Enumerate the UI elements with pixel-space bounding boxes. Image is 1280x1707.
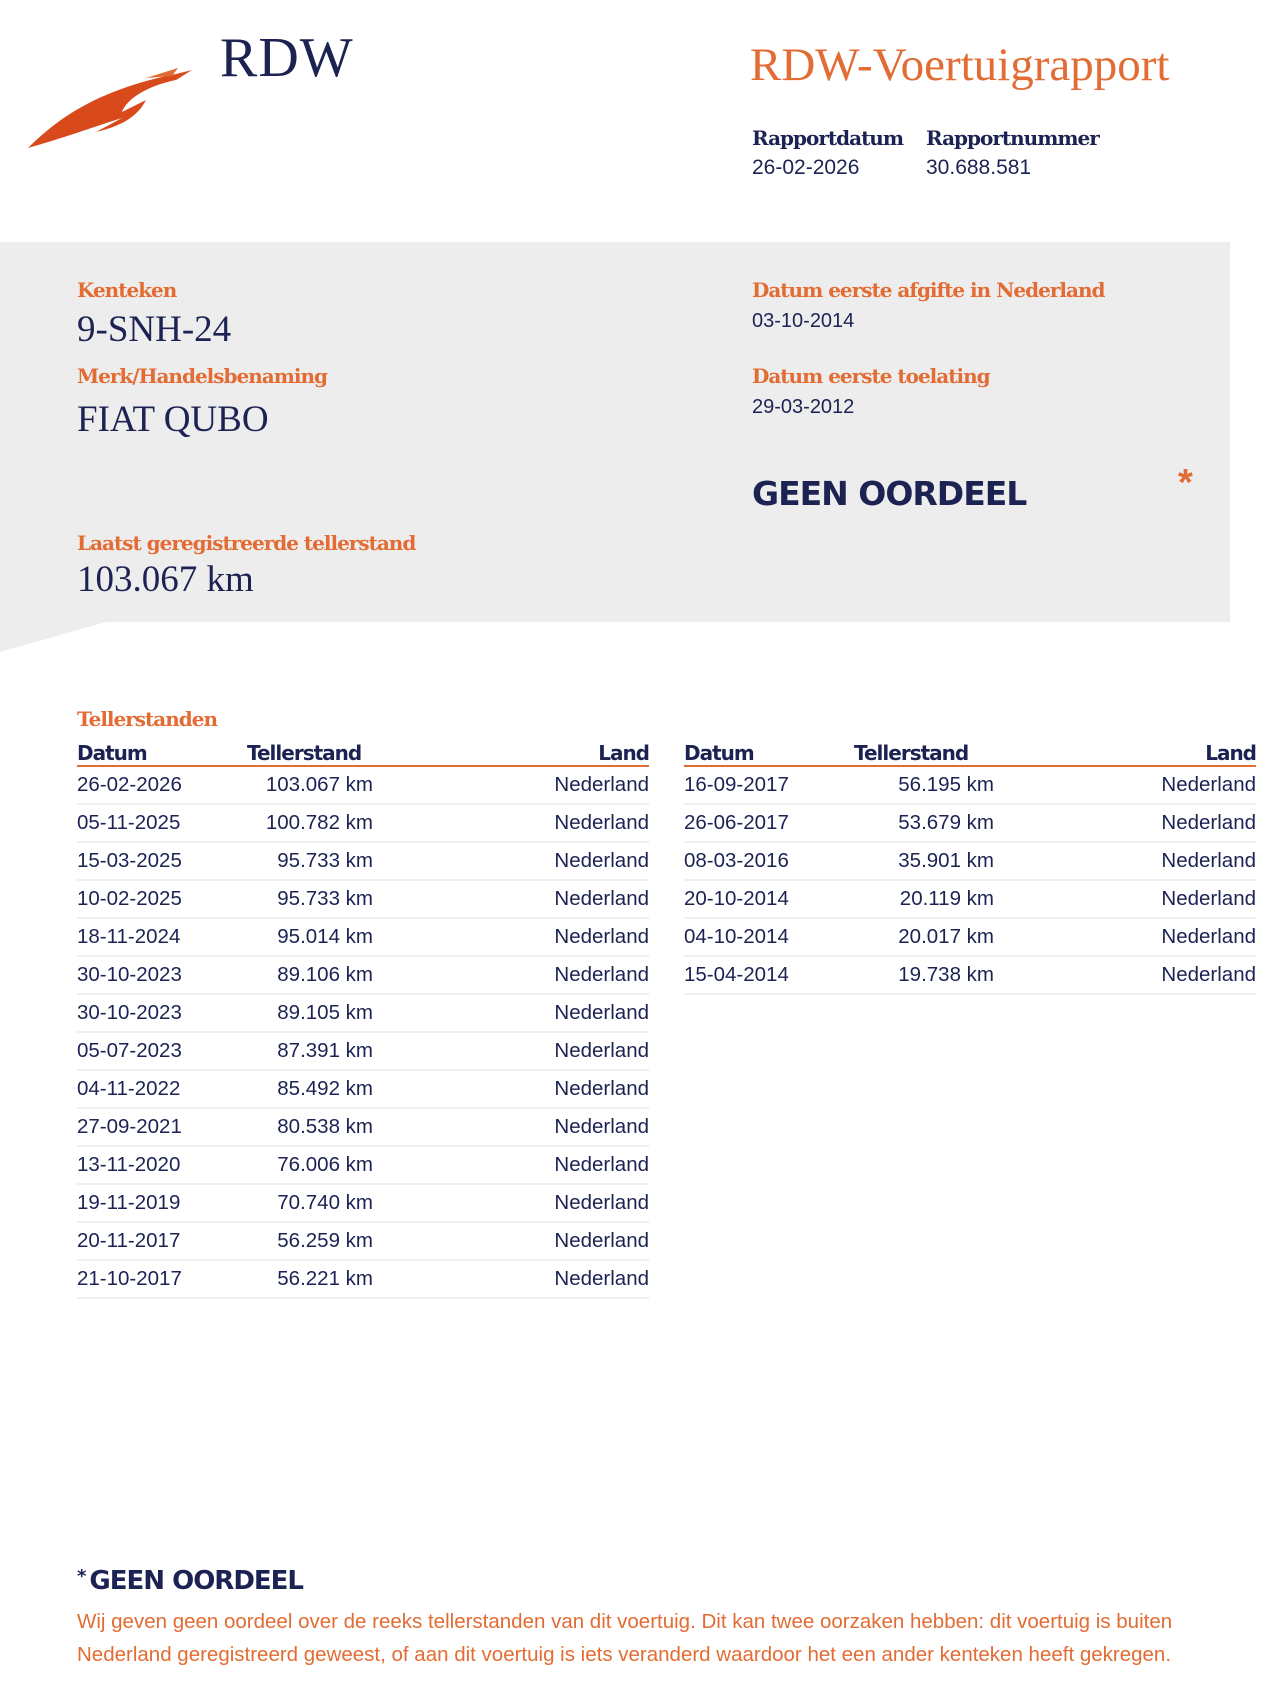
report-date-label: Rapportdatum (752, 126, 904, 150)
make-value: FIAT QUBO (77, 399, 269, 440)
odometer-value: 103.067 km (77, 559, 254, 600)
col-header-date: Datum (77, 735, 247, 766)
footnote-text: Wij geven geen oordeel over de reeks tellerstanden van dit voertuig. Dit kan twee oorzaken hebben: dit voertuig is buiten Nederland geregistreerd geweest, of aan dit voertuig is iets veranderd waardoor het een ander kenteken heeft gekregen. (77, 1610, 1173, 1666)
reading-odometer: 56.195 km (854, 766, 994, 804)
reading-odometer: 103.067 km (247, 766, 373, 804)
reading-date: 26-06-2017 (684, 804, 854, 842)
reading-date: 20-11-2017 (77, 1222, 247, 1260)
reading-country: Nederland (994, 918, 1256, 956)
reading-date: 26-02-2026 (77, 766, 247, 804)
reading-odometer: 20.017 km (854, 918, 994, 956)
table-row (77, 956, 649, 994)
reading-country: Nederland (994, 956, 1256, 994)
reading-date: 10-02-2025 (77, 880, 247, 918)
reading-date: 05-11-2025 (77, 804, 247, 842)
reading-country: Nederland (373, 956, 649, 994)
odometer-label: Laatst geregistreerde tellerstand (77, 531, 416, 555)
footnote-title-text: GEEN OORDEEL (89, 1566, 303, 1596)
first-issue-value: 03-10-2014 (752, 310, 855, 332)
table-row (77, 1146, 649, 1184)
first-admission-label: Datum eerste toelating (752, 364, 990, 388)
readings-table-right (684, 735, 1256, 995)
footnote-asterisk: * (77, 1566, 86, 1587)
plate-label: Kenteken (77, 278, 177, 302)
table-row (77, 804, 649, 842)
reading-odometer: 56.259 km (247, 1222, 373, 1260)
reading-odometer: 19.738 km (854, 956, 994, 994)
reading-date: 04-11-2022 (77, 1070, 247, 1108)
report-date: 26-02-2026 (752, 156, 860, 179)
reading-country: Nederland (994, 842, 1256, 880)
reading-country: Nederland (994, 804, 1256, 842)
table-row (77, 766, 649, 804)
table-row (77, 1184, 649, 1222)
reading-date: 20-10-2014 (684, 880, 854, 918)
reading-odometer: 89.106 km (247, 956, 373, 994)
reading-country: Nederland (373, 1184, 649, 1222)
reading-odometer: 76.006 km (247, 1146, 373, 1184)
reading-odometer: 80.538 km (247, 1108, 373, 1146)
reading-country: Nederland (373, 1032, 649, 1070)
reading-date: 30-10-2023 (77, 956, 247, 994)
col-header-country: Land (994, 735, 1256, 766)
reading-odometer: 95.733 km (247, 842, 373, 880)
first-admission-value: 29-03-2012 (752, 396, 855, 418)
readings-title: Tellerstanden (77, 707, 218, 731)
report-number: 30.688.581 (926, 156, 1032, 179)
table-row (684, 804, 1256, 842)
reading-date: 04-10-2014 (684, 918, 854, 956)
reading-country: Nederland (373, 880, 649, 918)
col-header-odometer: Tellerstand (247, 735, 373, 766)
reading-date: 08-03-2016 (684, 842, 854, 880)
reading-odometer: 20.119 km (854, 880, 994, 918)
make-label: Merk/Handelsbenaming (77, 364, 328, 388)
table-row (77, 842, 649, 880)
panel-notch (0, 622, 106, 652)
verdict: GEEN OORDEEL (752, 474, 1027, 513)
brand-name: RDW (220, 27, 354, 89)
reading-date: 18-11-2024 (77, 918, 247, 956)
table-row (684, 880, 1256, 918)
report-number-label: Rapportnummer (926, 126, 1099, 150)
table-row (77, 918, 649, 956)
reading-odometer: 89.105 km (247, 994, 373, 1032)
verdict-asterisk[interactable]: * (1178, 462, 1193, 504)
reading-country: Nederland (994, 880, 1256, 918)
reading-country: Nederland (373, 1222, 649, 1260)
reading-odometer: 35.901 km (854, 842, 994, 880)
col-header-country: Land (373, 735, 649, 766)
reading-odometer: 70.740 km (247, 1184, 373, 1222)
footnote-title (77, 1566, 303, 1596)
plate-value: 9-SNH-24 (77, 309, 232, 350)
reading-date: 16-09-2017 (684, 766, 854, 804)
table-row (77, 1222, 649, 1260)
table-row (77, 1070, 649, 1108)
col-header-date: Datum (684, 735, 854, 766)
reading-date: 19-11-2019 (77, 1184, 247, 1222)
reading-date: 27-09-2021 (77, 1108, 247, 1146)
reading-date: 21-10-2017 (77, 1260, 247, 1298)
table-row (684, 918, 1256, 956)
first-issue-label: Datum eerste afgifte in Nederland (752, 278, 1105, 302)
readings-table-left (77, 735, 649, 1299)
rdw-logo (26, 60, 196, 150)
reading-odometer: 100.782 km (247, 804, 373, 842)
reading-date: 30-10-2023 (77, 994, 247, 1032)
reading-odometer: 56.221 km (247, 1260, 373, 1298)
reading-country: Nederland (373, 918, 649, 956)
reading-country: Nederland (373, 1260, 649, 1298)
table-row (77, 880, 649, 918)
reading-date: 15-03-2025 (77, 842, 247, 880)
reading-country: Nederland (373, 766, 649, 804)
report-title: RDW-Voertuigrapport (750, 39, 1170, 91)
table-row (684, 766, 1256, 804)
reading-odometer: 95.014 km (247, 918, 373, 956)
reading-country: Nederland (373, 1070, 649, 1108)
reading-date: 13-11-2020 (77, 1146, 247, 1184)
reading-country: Nederland (373, 1108, 649, 1146)
reading-odometer: 87.391 km (247, 1032, 373, 1070)
reading-odometer: 95.733 km (247, 880, 373, 918)
table-row (684, 956, 1256, 994)
reading-country: Nederland (994, 766, 1256, 804)
col-header-odometer: Tellerstand (854, 735, 994, 766)
reading-odometer: 53.679 km (854, 804, 994, 842)
reading-country: Nederland (373, 994, 649, 1032)
reading-country: Nederland (373, 1146, 649, 1184)
reading-country: Nederland (373, 804, 649, 842)
table-row (77, 994, 649, 1032)
table-row (77, 1032, 649, 1070)
reading-odometer: 85.492 km (247, 1070, 373, 1108)
reading-country: Nederland (373, 842, 649, 880)
reading-date: 05-07-2023 (77, 1032, 247, 1070)
table-row (77, 1260, 649, 1298)
reading-date: 15-04-2014 (684, 956, 854, 994)
table-row (77, 1108, 649, 1146)
table-row (684, 842, 1256, 880)
